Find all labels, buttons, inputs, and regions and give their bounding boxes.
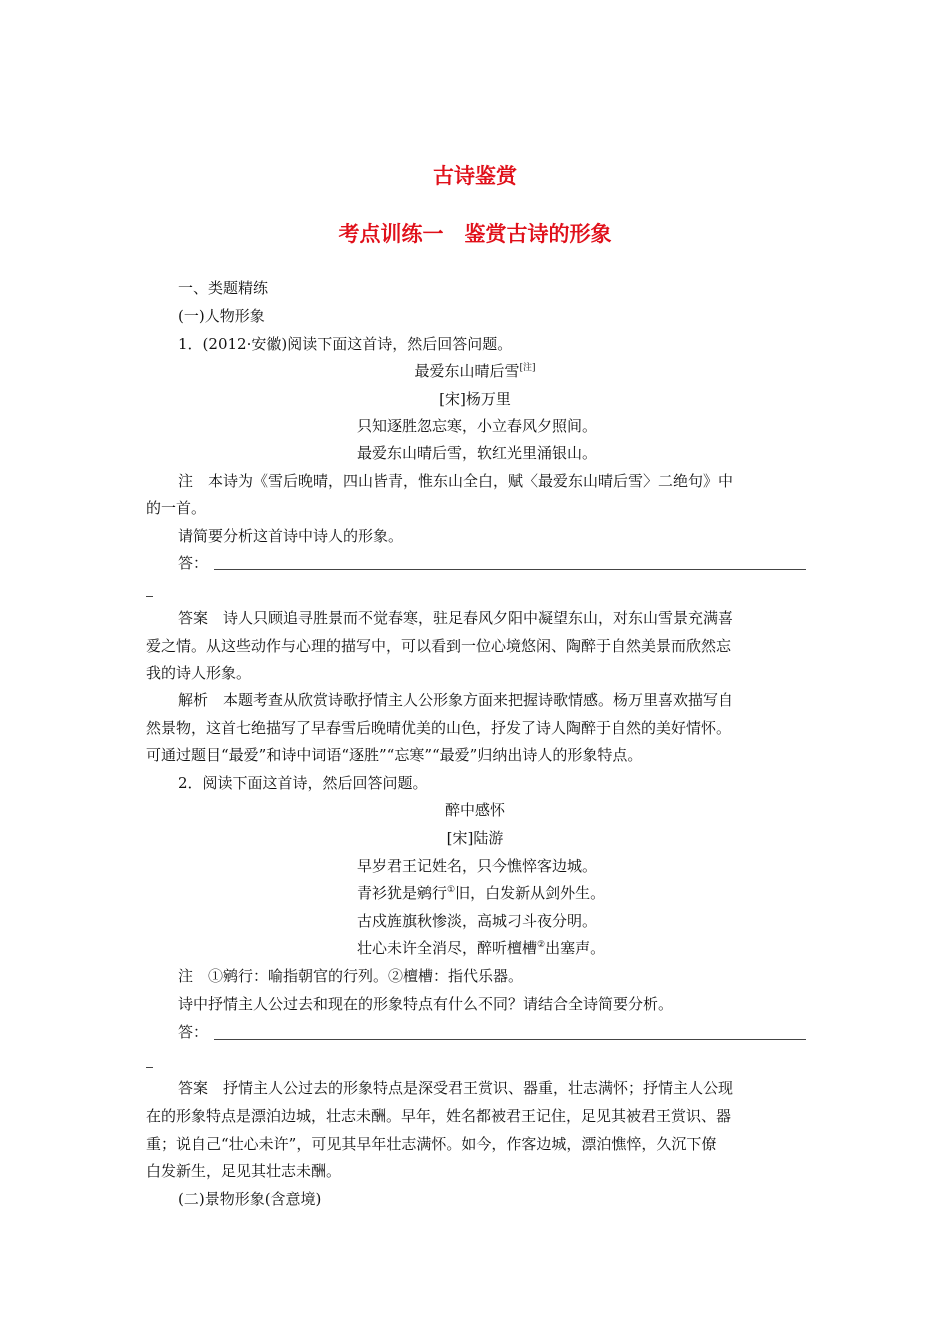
poem-2-title: 醉中感怀 [444, 801, 505, 819]
answer-2-line-3: 重；说自己“壮心未许”，可见其早年壮志满怀。如今，作客边城，漂泊憔悴，久沉下僚 [146, 1135, 717, 1153]
footnote-mark-2: ② [537, 940, 546, 950]
answer-1-label: 答： [178, 554, 209, 572]
answer-2-line-1: 答案 抒情主人公过去的形象特点是深受君王赏识、器重，壮志满怀；抒情主人公现 [178, 1079, 734, 1097]
poem-2-note: 注 ①鹓行：喻指朝官的行列。②檀槽：指代乐器。 [178, 967, 524, 985]
poem-1-note-mark: [注] [519, 363, 536, 373]
answer-2-line-4: 白发新生，足见其壮志未酬。 [146, 1162, 342, 1180]
poem-1-line-1: 只知逐胜忽忘寒，小立春风夕照间。 [357, 417, 598, 435]
poem-1-note-line-2: 的一首。 [146, 499, 207, 517]
poem-1-note-line-1: 注 本诗为《雪后晚晴，四山皆青，惟东山全白，赋〈最爱东山晴后雪〉二绝句》中 [178, 472, 734, 490]
poem-2-line-2: 青衫犹是鹓行①旧，白发新从剑外生。 [357, 884, 606, 902]
question-2-prompt: 2．阅读下面这首诗，然后回答问题。 [178, 774, 428, 792]
poem-1-author: [宋]杨万里 [439, 390, 511, 408]
question-2-text: 诗中抒情主人公过去和现在的形象特点有什么不同？请结合全诗简要分析。 [178, 995, 674, 1013]
subsection-heading-2: (二)景物形象(含意境) [178, 1190, 322, 1208]
section-heading: 一、类题精练 [178, 279, 269, 297]
answer-2-blank[interactable] [214, 1039, 806, 1040]
answer-1-blank[interactable] [214, 569, 806, 570]
answer-1-line-3: 我的诗人形象。 [146, 664, 252, 682]
answer-2-blank-tail [146, 1067, 153, 1068]
poem-1-title: 最爱东山晴后雪[注] [414, 362, 536, 380]
poem-1-line-2: 最爱东山晴后雪，软红光里涌银山。 [357, 444, 598, 462]
answer-2-label: 答： [178, 1023, 209, 1041]
analysis-1-line-3: 可通过题目“最爱”和诗中词语“逐胜”“忘寒”“最爱”归纳出诗人的形象特点。 [146, 746, 643, 764]
poem-2-author: [宋]陆游 [446, 829, 504, 847]
poem-2-line-4: 壮心未许全消尽，醉听檀槽②出塞声。 [357, 939, 606, 957]
analysis-1-line-2: 然景物，这首七绝描写了早春雪后晚晴优美的山色，抒发了诗人陶醉于自然的美好情怀。 [146, 719, 732, 737]
question-1-text: 请简要分析这首诗中诗人的形象。 [178, 527, 404, 545]
page-subtitle: 考点训练一 鉴赏古诗的形象 [338, 222, 612, 246]
answer-1-line-2: 爱之情。从这些动作与心理的描写中，可以看到一位心境悠闲、陶醉于自然美景而欣然忘 [146, 637, 732, 655]
answer-1-blank-tail [146, 596, 153, 597]
answer-2-line-2: 在的形象特点是漂泊边城，壮志未酬。早年，姓名都被君王记住，足见其被君王赏识、器 [146, 1107, 732, 1125]
poem-2-line-3: 古戍旌旗秋惨淡，高城刁斗夜分明。 [357, 912, 598, 930]
poem-2-line-1: 早岁君王记姓名，只今憔悴客边城。 [357, 857, 598, 875]
footnote-mark-1: ① [447, 885, 456, 895]
answer-1-line-1: 答案 诗人只顾追寻胜景而不觉春寒，驻足春风夕阳中凝望东山，对东山雪景充满喜 [178, 609, 734, 627]
analysis-1-line-1: 解析 本题考查从欣赏诗歌抒情主人公形象方面来把握诗歌情感。杨万里喜欢描写自 [178, 691, 734, 709]
subsection-heading: (一)人物形象 [178, 307, 265, 325]
question-1-prompt: 1．(2012·安徽)阅读下面这首诗，然后回答问题。 [178, 335, 513, 353]
page-title: 古诗鉴赏 [433, 164, 517, 188]
